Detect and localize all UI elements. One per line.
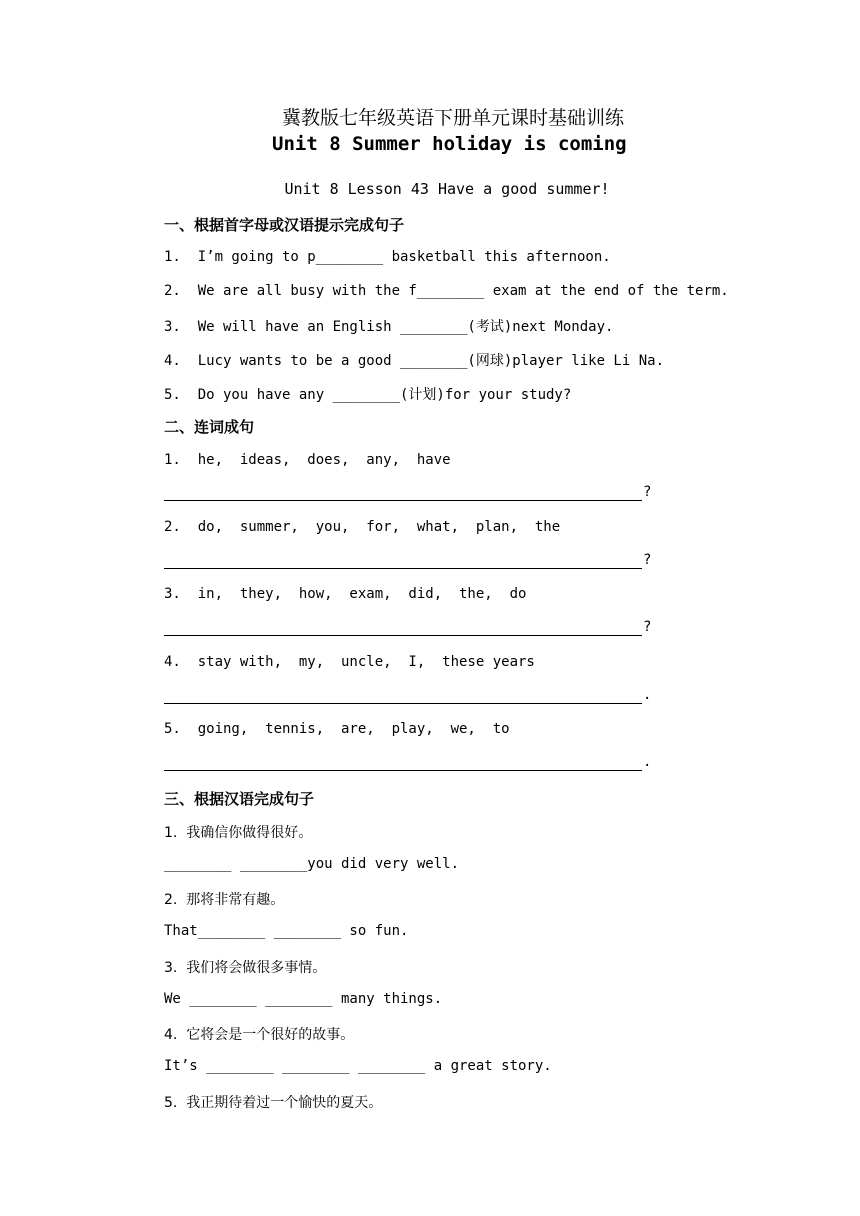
section2-item-4-words: 4. stay with, my, uncle, I, these years [164,654,535,670]
section1-heading: 一、根据首字母或汉语提示完成句子 [164,216,405,234]
section2-item-2-words: 2. do, summer, you, for, what, plan, the [164,519,561,535]
section2-item-2-answer-line [164,568,642,569]
section3-heading: 三、根据汉语完成句子 [164,790,315,808]
section1-item-2: 2. We are all busy with the f________ exam at the end of the term. [164,283,729,299]
lesson-title: Unit 8 Lesson 43 Have a good summer! [284,180,610,198]
section2-item-3-words: 3. in, they, how, exam, did, the, do [164,586,527,602]
section3-item-3-english: We ________ ________ many things. [164,991,443,1007]
section3-item-4-chinese: 4. 它将会是一个很好的故事。 [164,1027,355,1043]
section1-item-4: 4. Lucy wants to be a good ________(网球)player like Li Na. [164,353,665,369]
section3-item-1-chinese: 1. 我确信你做得很好。 [164,825,313,841]
section2-heading: 二、连词成句 [164,418,255,436]
section2-item-3-end-mark: ? [643,619,652,635]
section2-item-4-end-mark: . [643,687,652,703]
section2-item-1-end-mark: ? [643,484,652,500]
section2-item-5-answer-line [164,770,642,771]
section3-item-2-english: That________ ________ so fun. [164,923,409,939]
section3-item-2-chinese: 2. 那将非常有趣。 [164,892,285,908]
section1-item-3: 3. We will have an English ________(考试)next Monday. [164,319,614,335]
document-title-chinese: 冀教版七年级英语下册单元课时基础训练 [281,107,624,129]
section2-item-1-answer-line [164,500,642,501]
section3-item-4-english: It’s ________ ________ ________ a great story. [164,1058,552,1074]
section2-item-3-answer-line [164,635,642,636]
section1-item-5: 5. Do you have any ________(计划)for your study? [164,387,572,403]
section1-item-1: 1. I’m going to p________ basketball this afternoon. [164,249,611,265]
section2-item-5-words: 5. going, tennis, are, play, we, to [164,721,510,737]
section2-item-4-answer-line [164,703,642,704]
document-title-english: Unit 8 Summer holiday is coming [272,133,627,155]
section2-item-1-words: 1. he, ideas, does, any, have [164,452,451,468]
section3-item-3-chinese: 3. 我们将会做很多事情。 [164,960,327,976]
section2-item-5-end-mark: . [643,754,652,770]
section2-item-2-end-mark: ? [643,552,652,568]
section3-item-5-chinese: 5. 我正期待着过一个愉快的夏天。 [164,1095,383,1111]
section3-item-1-english: ________ ________you did very well. [164,856,460,872]
